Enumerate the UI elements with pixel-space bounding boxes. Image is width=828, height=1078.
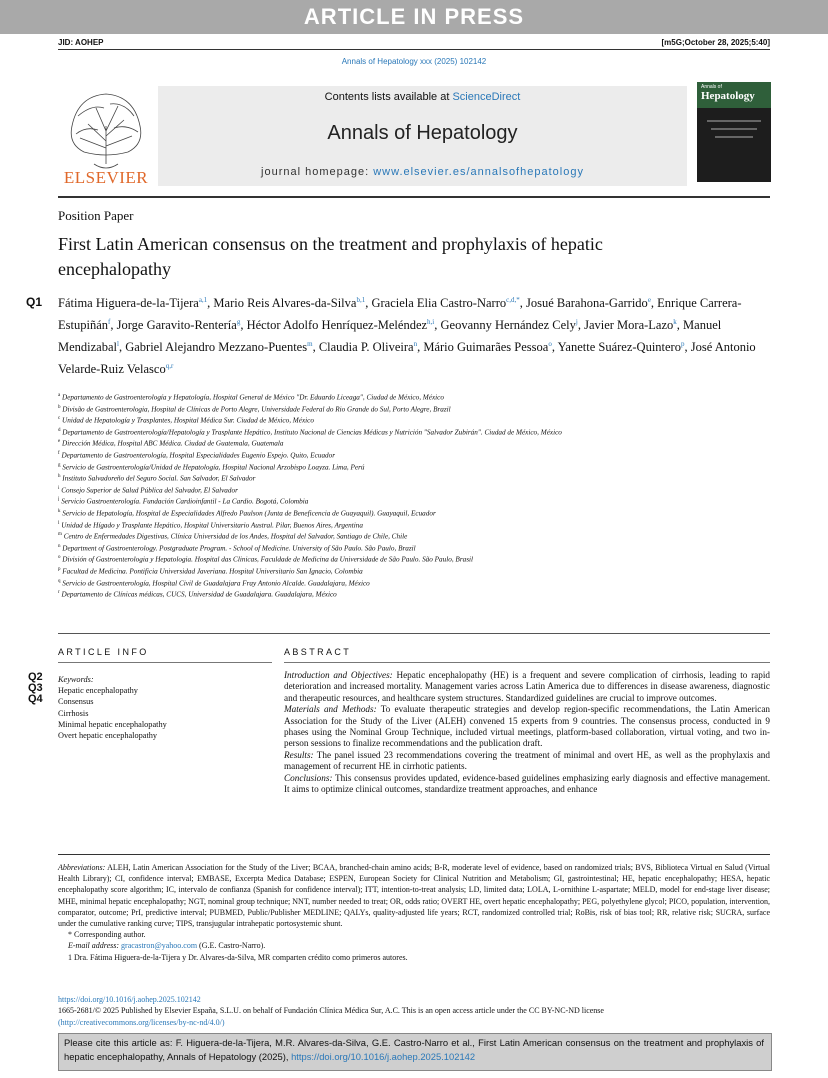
author-affiliation-marker[interactable]: l — [117, 339, 119, 348]
author[interactable] — [213, 296, 365, 310]
affiliation-marker: l — [58, 520, 60, 526]
affiliation-marker: j — [58, 497, 60, 503]
author-affiliation-marker[interactable]: h,i — [427, 317, 435, 326]
author[interactable] — [117, 318, 241, 332]
abbreviations-footnote — [58, 862, 770, 929]
abstract-section — [284, 773, 770, 796]
affiliation — [58, 588, 770, 600]
author-affiliation-marker[interactable]: c,d,* — [506, 296, 520, 304]
top-rule — [58, 49, 770, 50]
abstract-section-label: Materials and Methods: — [284, 704, 377, 715]
affiliation — [58, 577, 770, 589]
author-affiliation-marker[interactable]: a,1 — [198, 296, 208, 304]
abstract-section-label: Conclusions: — [284, 772, 333, 783]
affiliation-text: Servicio Gastroenterología. Fundación Cardioinfantil - La Cardio. Bogotá, Colombia — [61, 497, 309, 506]
abstract-body — [284, 670, 770, 795]
affiliation-text: Departamento de Gastroenterología/Hepatología y Trasplante Hepático, Instituto Nacional de Ciencias Médicas y Nutrición "Salvador Zubirán". Ciudad de México, México — [62, 428, 562, 437]
author-name: Manuel Mendizabal — [58, 318, 722, 354]
elsevier-wordmark: ELSEVIER — [63, 168, 149, 187]
citation-doi-link[interactable]: https://doi.org/10.1016/j.aohep.2025.102142 — [291, 1051, 476, 1062]
query-mark-q4[interactable]: Q4 — [28, 693, 43, 706]
affiliation-text: Servicio de Hepatología, Hospital de Especialidades Alfredo Paulson (Junta de Beneficencia de Guayaquil). Guayaquil, Ecuador — [62, 509, 436, 518]
author-name: Jorge Garavito-Rentería — [116, 318, 237, 333]
section-rule — [58, 633, 770, 634]
author-name: Graciela Elia Castro-Narro — [371, 296, 507, 311]
email-footnote — [58, 940, 770, 951]
author[interactable] — [58, 296, 207, 310]
cover-line-3 — [715, 136, 753, 138]
affiliation-marker: b — [58, 404, 61, 410]
affiliation-marker: h — [58, 474, 61, 480]
author[interactable] — [319, 340, 417, 354]
affiliation-marker: i — [58, 485, 60, 491]
affiliation-text: Unidad de Hepatología y Trasplantes, Hospital Médica Sur. Ciudad de México, México — [62, 416, 314, 425]
affiliation-text: Departamento de Gastroenterología y Hepatología, Hospital General de México "Dr. Eduardo Liceaga", Ciudad de México, México — [62, 393, 444, 402]
abstract-section-text: To evaluate therapeutic strategies and develop region-specific recommendations, the Latin American Association for the Study of the Liver (ALEH) convened 15 experts from 9 countries. The consensus process, conducted in 9 phases using the Nominal Group Technique, included virtual meetings, platform-based collaboration, virtual voting, and two in-person sessions to finalize recommendations and the publication draft. — [284, 704, 770, 749]
author-name: Gabriel Alejandro Mezzano-Puentes — [125, 339, 308, 354]
affiliation-marker: g — [58, 462, 61, 468]
affiliation — [58, 403, 770, 415]
corresponding-author: * Corresponding author. — [68, 930, 146, 940]
affiliation-marker: p — [58, 566, 61, 572]
author-name: Javier Mora-Lazo — [584, 318, 674, 333]
contents-line — [158, 91, 687, 103]
abstract-section-text: Hepatic encephalopathy (HE) is a frequent and severe complication of cirrhosis, leading to rapid deterioration and increased mortality. Management varies across Latin America due to differences in disease awareness, diagnostic and therapeutic resources, and healthcare system structures. Standardized guidelines are crucial to improve outcomes. — [284, 670, 770, 703]
affiliation — [58, 553, 770, 565]
affiliation-text: Servicio de Gastroenterología/Unidad de Hepatología, Hospital Nacional Arzobispo Loayza. Lima, Perú — [62, 462, 365, 471]
author-name: Claudia P. Oliveira — [318, 339, 414, 354]
query-mark-q3[interactable]: Q3 — [28, 682, 43, 695]
affiliation-text: Unidad de Hígado y Trasplante Hepático, Hospital Universitario Austral. Pilar, Buenos Aires, Argentina — [61, 520, 363, 529]
author-affiliation-marker[interactable]: o — [548, 339, 552, 348]
author[interactable] — [441, 318, 578, 332]
affiliation-marker: c — [58, 416, 61, 422]
doi-block — [58, 994, 770, 1028]
email-link[interactable]: gracastron@yahoo.com — [121, 941, 198, 951]
affiliation-text: División of Gastroenterologia y Hepatologia. Hospital das Clinicas, Faculdade de Medicina da Universidade de São Paulo. São Paulo, Brasil — [62, 555, 474, 564]
affiliation-marker: e — [58, 439, 61, 445]
query-mark-q2[interactable]: Q2 — [28, 671, 43, 683]
build-stamp: [m5G;October 28, 2025;5:40] — [661, 38, 770, 47]
affiliation-marker: f — [58, 450, 60, 456]
abstract-section — [284, 704, 770, 750]
affiliation — [58, 519, 770, 531]
author-affiliation-marker[interactable]: p — [680, 339, 685, 348]
author-affiliation-marker[interactable]: f — [108, 317, 111, 326]
footnote-rule — [58, 854, 770, 855]
cover-subtitle: Annals of — [701, 84, 722, 90]
author-name: Héctor Adolfo Henríquez-Meléndez — [246, 318, 428, 333]
author-list: Fátima Higuera-de-la-Tijera$^{a,1}$, Mario Reis Alvares-da-Silva$^{b,1}$, Graciela Elia Castro-Narro$^{c,d,*}$, Josué Barahona-Garrido$^e$, Enrique Carrera-Estupiñán$^f$, Jorge Garavito-Rentería$^g$, Héctor Adolfo Henríquez-Meléndez$^{h,i}$, Geovanny Hernández Cely$^j$, Javier Mora-Lazo$^k$, Manuel Mendizabal$^l$, Gabriel Alejandro Mezzano-Puentes$^m$, Claudia P. Oliveira$^n$, Mário Guimarães Pessoa$^o$, Yanette Suárez-Quintero$^p$, José Antonio Velarde-Ruiz Velasco$^{q,r}$ — [58, 296, 756, 376]
abstract-section-label: Introduction and Objectives: — [284, 670, 393, 680]
author-affiliation-marker[interactable]: e — [647, 296, 651, 304]
affiliation-marker: o — [58, 555, 61, 561]
author-affiliation-marker[interactable]: k — [673, 317, 677, 326]
affiliation-text: Dirección Médica, Hospital ABC Médica. Ciudad de Guatemala, Guatemala — [62, 439, 284, 448]
affiliation — [58, 449, 770, 461]
author-name: Fátima Higuera-de-la-Tijera — [58, 296, 199, 311]
doi-link[interactable]: https://doi.org/10.1016/j.aohep.2025.102142 — [58, 995, 201, 1004]
affiliation-marker: n — [58, 543, 61, 549]
affiliation — [58, 461, 770, 473]
issn-copyright-line: 1665-2681/© 2025 Published by Elsevier España, S.L.U. on behalf of Fundación Clínica Médica Sur, A.C. This is an open access article under the CC BY-NC-ND license — [58, 1006, 604, 1016]
keyword: Minimal hepatic encephalopathy — [58, 719, 167, 729]
keyword: Overt hepatic encephalopathy — [58, 731, 158, 741]
article-info-heading: ARTICLE INFO — [58, 647, 149, 657]
affiliation — [58, 565, 770, 577]
author-affiliation-marker[interactable]: n — [413, 339, 418, 348]
journal-homepage-link[interactable]: www.elsevier.es/annalsofhepatology — [373, 166, 584, 178]
cover-line-2 — [711, 128, 757, 130]
footnotes — [58, 862, 770, 963]
author-name: Josué Barahona-Garrido — [525, 296, 648, 311]
affiliation-marker: d — [58, 427, 61, 433]
affiliation-text: Instituto Salvadoreño del Seguro Social. San Salvador, El Salvador — [62, 474, 256, 483]
affiliation — [58, 426, 770, 438]
affiliation-text: Divisão de Gastroenterologia, Hospital de Clínicas de Porto Alegre, Universidade Federal do Rio Grande do Sul, Porto Alegre, Brazil — [62, 404, 451, 413]
affiliation-text: Department of Gastroenterology. Postgraduate Program. - School of Medicine. University of São Paulo. São Paulo, Brazil — [62, 544, 416, 553]
author[interactable] — [423, 340, 551, 354]
affiliation — [58, 414, 770, 426]
affiliation-marker: k — [58, 508, 61, 514]
author[interactable] — [558, 340, 685, 354]
journal-id: JID: AOHEP — [58, 38, 104, 47]
journal-reference[interactable]: Annals of Hepatology xxx (2025) 102142 — [341, 57, 487, 66]
contents-prefix: Contents lists available at — [324, 91, 453, 103]
keyword: Consensus — [58, 697, 94, 707]
affiliation — [58, 530, 770, 542]
article-title: First Latin American consensus on the treatment and prophylaxis of hepatic encephalopathy — [58, 234, 603, 279]
affiliation — [58, 391, 770, 403]
abstract-section — [284, 670, 770, 704]
query-marks — [28, 672, 43, 706]
abstract-rule — [284, 662, 770, 663]
affiliation-marker: r — [58, 590, 60, 596]
author[interactable] — [584, 318, 677, 332]
affiliation-text: Departamento de Clínicas médicas, CUCS, Universidad de Guadalajara. Guadalajara, México — [61, 590, 337, 599]
affiliation-text: Servicio de Gastroenterología, Hospital Civil de Guadalajara Fray Antonio Alcalde. Guadalajara, México — [62, 578, 370, 587]
author-name: Mario Reis Alvares-da-Silva — [213, 296, 357, 311]
affiliation-text: Consejo Superior de Salud Pública del Salvador, El Salvador — [61, 486, 238, 495]
homepage-prefix: journal homepage: — [261, 166, 374, 178]
license-link[interactable]: (http://creativecommons.org/licenses/by-nc-nd/4.0/) — [58, 1017, 225, 1027]
journal-title: Annals of Hepatology — [327, 122, 518, 144]
email-label: E-mail address: — [68, 941, 122, 951]
affiliation-marker: q — [58, 578, 61, 584]
author-name: Yanette Suárez-Quintero — [557, 339, 681, 354]
sciencedirect-link[interactable]: ScienceDirect — [452, 91, 521, 103]
abstract-section — [284, 750, 770, 773]
abstract-section-text: The panel issued 23 recommendations covering the treatment of minimal and overt HE, as well as the prophylaxis and management of recurrent HE in cirrhotic patients. — [284, 749, 770, 772]
keywords-block — [58, 674, 167, 741]
keywords-label: Keywords: — [58, 675, 94, 684]
author-name: José Antonio Velarde-Ruiz Velasco — [58, 339, 756, 376]
abbreviations-text: ALEH, Latin American Association for the Study of the Liver; BCAA, branched-chain amino acids; B-R, moderate level of evidence, based on randomized trials; BVS, Biblioteca Virtual en Salud (Virtual Health Library); CI, confidence interval; EMBASE, Excerpta Medica Database; ESPEN, European Society for Clinical Nutrition and Metabolism; GI, gastrointestinal; HE, hepatic encephalopathy; HESA, hepatic encephalopathy score algorithm; IC, intervalo de confianza (Spanish for confidence interval); ITT, intention-to-treat analysis; LD, limited data; LOLA, L-ornithine L-aspartate; MELD, model for end-stage liver disease; MHE, minimal hepatic encephalopathy; NGT, nominal group technique; NNT, number needed to treat; OR, odds ratio; OVERT HE, overt hepatic encephalopathy; PEG, polyethylene glycol; PICO, population, intervention, comparator, outcome; PrI, predictive interval; PUBMED, Public/Publisher MEDLINE; QALYs, quality-adjusted life years; RCT, randomized controlled trial; RoBis, risk of bias tool; RR, relative risk; SUCRA, surface under the cumulative ranking curve; TIPS, transjugular intrahepatic portosystemic shunt. — [58, 863, 770, 929]
citation-text — [64, 1036, 764, 1064]
author-name: Enrique Carrera-Estupiñán — [58, 296, 742, 333]
email-suffix: (G.E. Castro-Narro). — [197, 941, 266, 951]
author-affiliation-marker[interactable]: g — [236, 317, 241, 326]
abbreviations-label: Abbreviations: — [58, 863, 106, 872]
affiliation-marker: m — [58, 532, 62, 538]
affiliation — [58, 495, 770, 507]
affiliation — [58, 542, 770, 554]
affiliation — [58, 472, 770, 484]
query-mark-q1[interactable]: Q1 — [26, 295, 43, 309]
author-name: Mário Guimarães Pessoa — [423, 339, 549, 354]
author-affiliation-marker[interactable]: m — [307, 339, 313, 348]
cover-title: Hepatology — [701, 90, 755, 102]
keyword: Cirrhosis — [58, 708, 89, 718]
cover-line-1 — [707, 120, 761, 122]
journal-cover-image[interactable] — [697, 82, 771, 182]
author-affiliation-marker[interactable]: q,r — [165, 361, 174, 370]
author-affiliation-marker[interactable]: b,1 — [356, 296, 366, 304]
abstract-section-text: This consensus provides updated, evidence-based guidelines emphasizing early diagnosis and effective management. It aims to optimize clinical outcomes, standardize treatment approaches, and enhance — [284, 772, 770, 795]
author[interactable] — [371, 296, 519, 310]
abstract-heading: ABSTRACT — [284, 647, 352, 657]
affiliation-text: Departamento de Gastroenterología, Hospital Especialidades Eugenio Espejo. Quito, Ecuador — [61, 451, 336, 460]
affiliation-list — [58, 391, 770, 600]
affiliation-text: Centro de Enfermedades Digestivas, Clínica Universidad de los Andes, Hospital del Salvador, Santiago de Chile, Chile — [63, 532, 408, 541]
affiliation — [58, 437, 770, 449]
author[interactable] — [526, 296, 651, 310]
header-rule — [58, 196, 770, 198]
citation-body: Please cite this article as: F. Higuera-de-la-Tijera, M.R. Alvares-da-Silva, G.E. Castro-Narro et al., First Latin American consensus on the treatment and prophylaxis of hepatic encephalopathy, Annals of Hepatology (2025), — [64, 1037, 764, 1062]
affiliation-marker: a — [58, 393, 61, 398]
journal-homepage-line — [158, 166, 687, 178]
author[interactable] — [125, 340, 312, 354]
affiliation — [58, 507, 770, 519]
affiliation-text: Facultad de Medicina. Pontificia Universidad Javeriana. Hospital Universitario San Ignacio, Colombia — [62, 567, 363, 576]
article-in-press-banner: ARTICLE IN PRESS — [303, 4, 525, 29]
author[interactable] — [247, 318, 435, 332]
equal-contribution-footnote: 1 Dra. Fátima Higuera-de-la-Tijera y Dr. Alvares-da-Silva, MR comparten crédito como primeros autores. — [68, 952, 408, 962]
author-affiliation-marker[interactable]: j — [575, 317, 578, 326]
keyword: Hepatic encephalopathy — [58, 686, 138, 696]
affiliation — [58, 484, 770, 496]
article-type: Position Paper — [58, 208, 134, 223]
article-info-rule — [58, 662, 272, 663]
author-name: Geovanny Hernández Cely — [440, 318, 576, 333]
abstract-section-label: Results: — [284, 749, 314, 760]
